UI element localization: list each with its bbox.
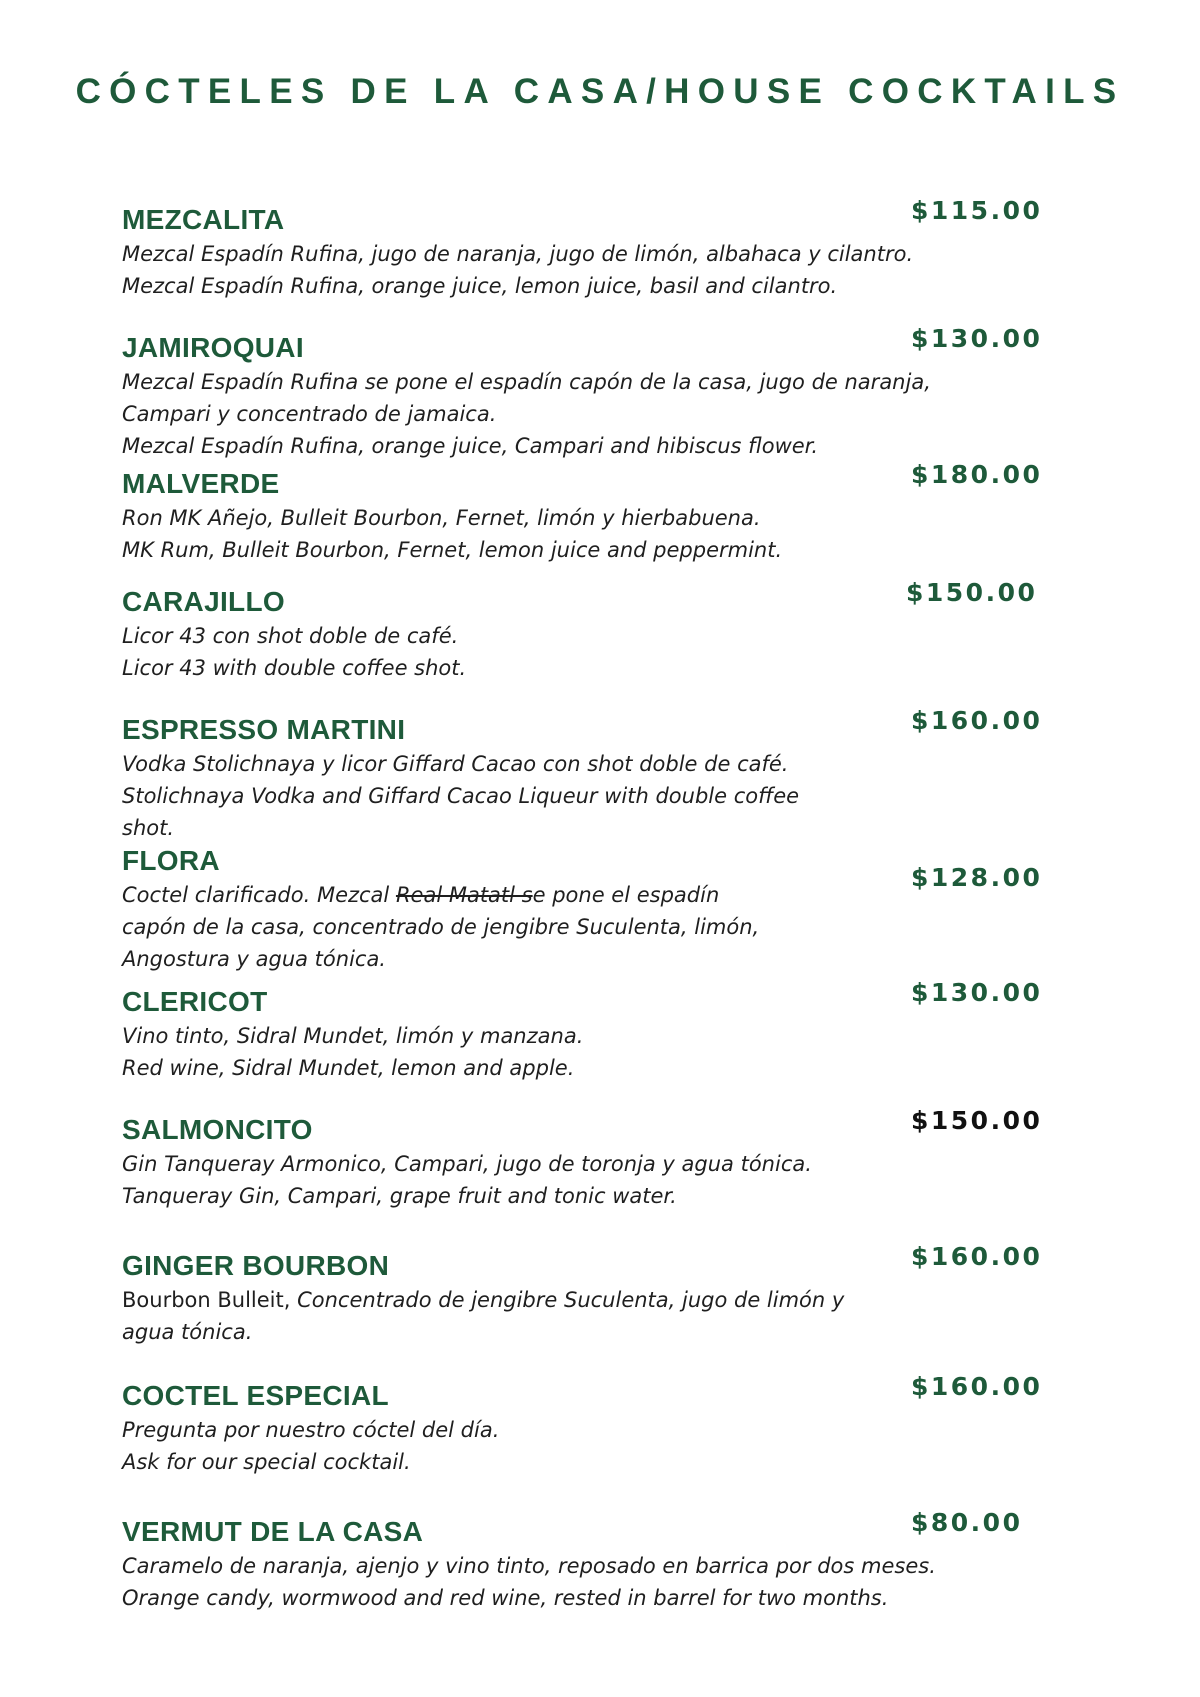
menu-item-ginger-bourbon <box>122 1242 1062 1348</box>
struck-text: Real Matatl s <box>395 883 533 907</box>
menu-item-malverde <box>122 460 1062 566</box>
page-title: CÓCTELES DE LA CASA/HOUSE COCKTAILS <box>75 72 1125 111</box>
menu-item-coctel-especial <box>122 1372 1062 1478</box>
item-description-es: agua tónica. <box>122 1320 253 1344</box>
menu-item-vermut-de-la-casa <box>122 1508 1062 1614</box>
item-description-es: Licor 43 con shot doble de café. <box>122 624 459 648</box>
item-description-es: Mezcal Espadín Rufina, jugo de naranja, jugo de limón, albahaca y cilantro. <box>122 242 914 266</box>
item-description-es: Campari y concentrado de jamaica. <box>122 402 497 426</box>
menu-item-clericot <box>122 978 1062 1084</box>
item-description-en: Mezcal Espadín Rufina, orange juice, Campari and hibiscus flower. <box>122 434 819 458</box>
item-description-es: Ron MK Añejo, Bulleit Bourbon, Fernet, limón y hierbabuena. <box>122 506 761 530</box>
item-price: $80.00 <box>911 1508 1023 1537</box>
item-description-en: Mezcal Espadín Rufina, orange juice, lemon juice, basil and cilantro. <box>122 274 838 298</box>
item-name: JAMIROQUAI <box>122 332 304 363</box>
item-price: $115.00 <box>911 196 1043 225</box>
desc-text: e pone el espadín <box>532 883 720 907</box>
item-name: COCTEL ESPECIAL <box>122 1380 389 1411</box>
item-name: MEZCALITA <box>122 204 285 235</box>
item-description-es: Vino tinto, Sidral Mundet, limón y manzana. <box>122 1024 584 1048</box>
menu-item-flora <box>122 843 1062 975</box>
item-price: $128.00 <box>911 863 1043 892</box>
item-description-es: Caramelo de naranja, ajenjo y vino tinto, reposado en barrica por dos meses. <box>122 1554 936 1578</box>
item-description-es: Pregunta por nuestro cóctel del día. <box>122 1418 500 1442</box>
item-description-es <box>122 1284 1062 1316</box>
item-price: $130.00 <box>911 978 1043 1007</box>
item-price: $160.00 <box>911 1242 1043 1271</box>
item-price: $180.00 <box>911 460 1043 489</box>
menu-item-jamiroquai <box>122 324 1062 462</box>
item-description-en: shot. <box>122 816 175 840</box>
item-description-en: MK Rum, Bulleit Bourbon, Fernet, lemon juice and peppermint. <box>122 538 783 562</box>
desc-text: Coctel clarificado. Mezcal <box>122 883 396 907</box>
item-description-en: Orange candy, wormwood and red wine, rested in barrel for two months. <box>122 1586 889 1610</box>
item-name: CLERICOT <box>122 986 268 1017</box>
item-name: MALVERDE <box>122 468 280 499</box>
item-description-es: Angostura y agua tónica. <box>122 947 386 971</box>
menu-item-salmoncito <box>122 1106 1062 1212</box>
item-name: ESPRESSO MARTINI <box>122 714 406 745</box>
desc-text: Concentrado de jengibre Suculenta, jugo de limón y <box>297 1288 845 1312</box>
item-price: $130.00 <box>911 324 1043 353</box>
item-name: SALMONCITO <box>122 1114 313 1145</box>
menu-item-carajillo <box>122 578 1062 684</box>
item-description-es: capón de la casa, concentrado de jengibre Suculenta, limón, <box>122 915 760 939</box>
menu-item-espresso-martini <box>122 706 1062 844</box>
menu-item-mezcalita <box>122 196 1062 302</box>
item-name: FLORA <box>122 845 220 876</box>
item-name: GINGER BOURBON <box>122 1250 390 1281</box>
item-description-es: Mezcal Espadín Rufina se pone el espadín capón de la casa, jugo de naranja, <box>122 370 931 394</box>
item-description-en: Red wine, Sidral Mundet, lemon and apple. <box>122 1056 575 1080</box>
item-price: $160.00 <box>911 706 1043 735</box>
item-name: VERMUT DE LA CASA <box>122 1516 424 1547</box>
item-description-en: Stolichnaya Vodka and Giffard Cacao Liqueur with double coffee <box>122 784 800 808</box>
item-description-es: Vodka Stolichnaya y licor Giffard Cacao con shot doble de café. <box>122 752 789 776</box>
desc-text: Bourbon Bulleit, <box>122 1288 298 1312</box>
item-price: $150.00 <box>911 1106 1043 1135</box>
item-price: $150.00 <box>906 578 1038 607</box>
item-description-en: Ask for our special cocktail. <box>122 1450 411 1474</box>
item-description-en: Licor 43 with double coffee shot. <box>122 656 467 680</box>
item-description-es: Gin Tanqueray Armonico, Campari, jugo de toronja y agua tónica. <box>122 1152 812 1176</box>
item-price: $160.00 <box>911 1372 1043 1401</box>
item-name: CARAJILLO <box>122 586 285 617</box>
item-description-en: Tanqueray Gin, Campari, grape fruit and tonic water. <box>122 1184 677 1208</box>
